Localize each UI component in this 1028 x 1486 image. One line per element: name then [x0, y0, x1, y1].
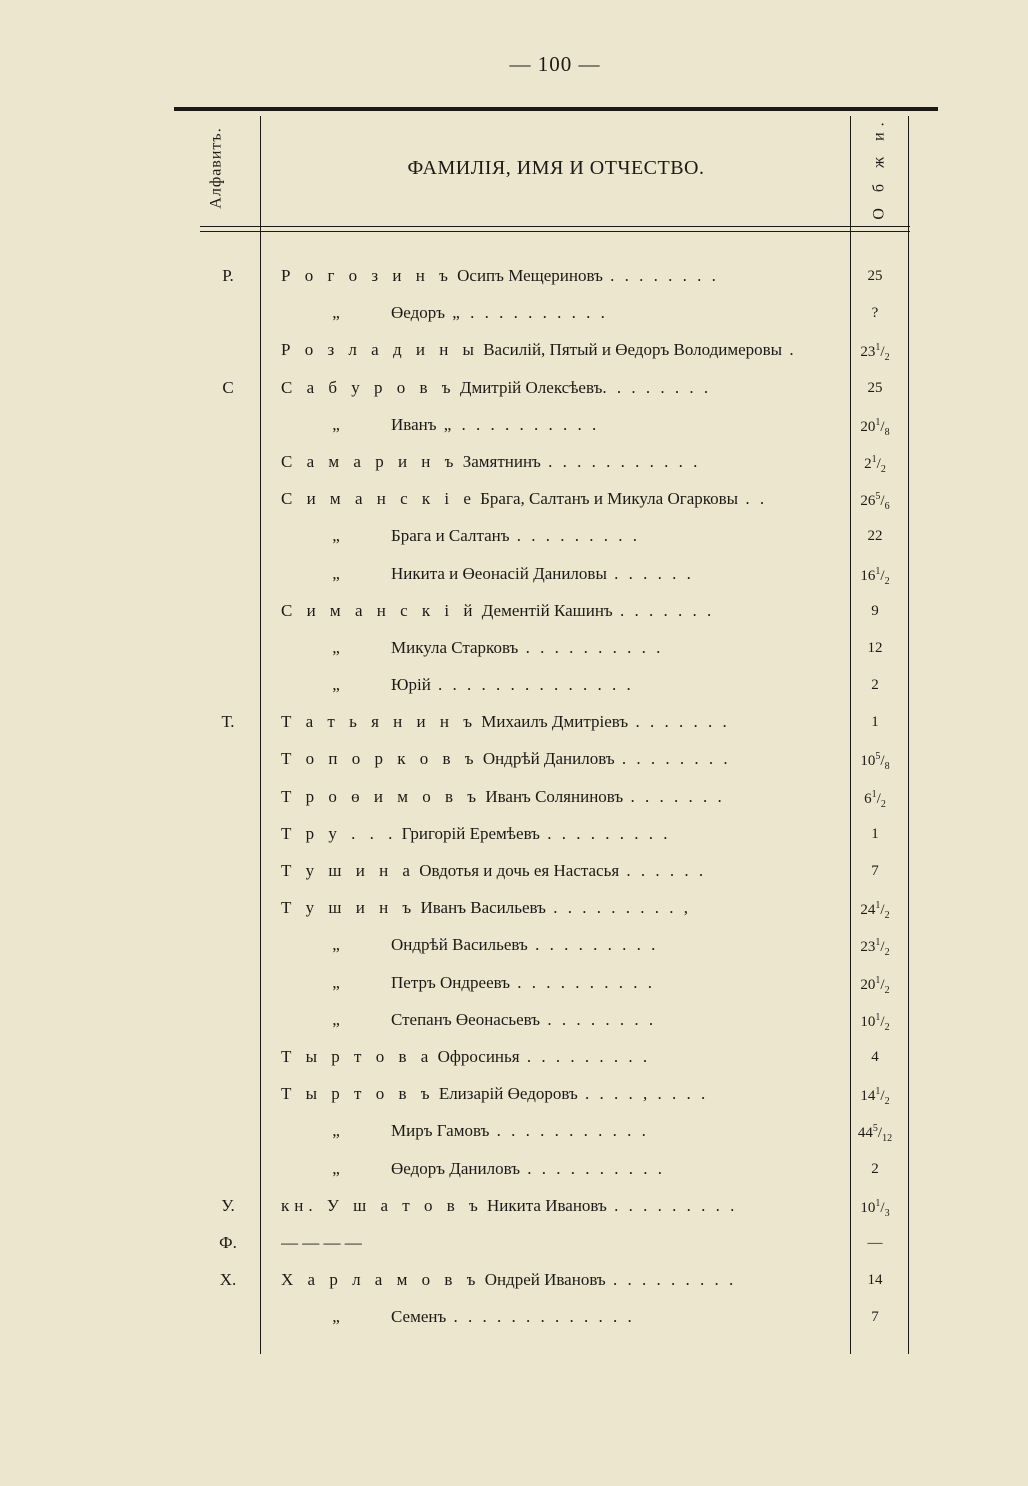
leader-dots: . . — [738, 489, 768, 509]
alphabet-letter: Х. — [219, 1270, 237, 1290]
obzhi-value: $24^1/_2$ — [860, 900, 890, 922]
table-row — [0, 927, 1028, 964]
person-name — [281, 378, 841, 398]
given-names: Михаилъ Дмитріевъ — [477, 712, 629, 732]
surname: Т о п о р к о в ъ — [281, 749, 479, 769]
person-name — [281, 340, 841, 360]
obzhi-value: 25 — [867, 268, 883, 284]
ditto-mark: „ — [332, 935, 340, 955]
header-quantity: О б ж и. — [871, 116, 888, 220]
ditto-mark: „ — [332, 1009, 340, 1029]
person-name — [281, 712, 841, 732]
table-row — [0, 1113, 1028, 1150]
given-names: Елизарій Өедоровъ — [434, 1084, 578, 1104]
given-names: Миръ Гамовъ — [391, 1121, 490, 1141]
given-names: Дементій Кашинъ — [477, 600, 613, 620]
given-names: — — — — — [281, 1232, 362, 1252]
table-row — [0, 1076, 1028, 1113]
obzhi-value: $10^1/_3$ — [860, 1197, 890, 1219]
person-name — [281, 1196, 841, 1216]
leader-dots: „ . . . . . . . . . . — [436, 414, 600, 434]
person-name — [281, 1159, 841, 1179]
header-alphabet: Алфавитъ. — [207, 127, 225, 209]
obzhi-value: $2^1/_2$ — [864, 453, 886, 475]
surname: Т у ш и н ъ — [281, 898, 417, 918]
obzhi-value: $23^1/_2$ — [860, 342, 890, 364]
leader-dots: . . . . . . . . — [602, 377, 712, 397]
given-names: Ондрѣй Васильевъ — [391, 935, 528, 955]
person-name — [281, 1270, 841, 1290]
leader-dots: . . . . . . . . . . — [510, 972, 656, 992]
person-name — [281, 824, 841, 844]
leader-dots: . . . . . . . . . . . — [489, 1121, 649, 1141]
header-rule-2 — [200, 231, 910, 232]
given-names: Офросинья — [433, 1046, 520, 1066]
table-row — [0, 258, 1028, 295]
surname: С а м а р и н ъ — [281, 451, 459, 471]
obzhi-value: 12 — [867, 639, 883, 656]
given-names: Семенъ — [391, 1307, 447, 1327]
person-name — [281, 973, 841, 993]
leader-dots: . . . . , . . . . — [577, 1084, 709, 1104]
obzhi-value: 1 — [871, 825, 879, 842]
header-name: ФАМИЛІЯ, ИМЯ И ОТЧЕСТВО. — [407, 156, 705, 179]
leader-dots: . — [782, 340, 797, 360]
obzhi-value: ? — [871, 305, 879, 322]
leader-dots: . . . . . . . . . . — [520, 1158, 666, 1178]
person-name — [281, 452, 841, 472]
person-name — [281, 489, 841, 509]
table-row — [0, 741, 1028, 778]
person-name — [281, 861, 841, 881]
person-name — [281, 1047, 841, 1067]
ditto-mark: „ — [332, 1307, 340, 1327]
table-row — [0, 667, 1028, 704]
table-row — [0, 1188, 1028, 1225]
table-row — [0, 1002, 1028, 1039]
obzhi-value: 2 — [871, 1160, 879, 1177]
table-row — [0, 1225, 1028, 1262]
leader-dots: „ . . . . . . . . . . — [445, 303, 608, 323]
top-rule — [174, 107, 938, 111]
given-names: Овдотья и дочь ея Настасья — [414, 861, 620, 880]
obzhi-value: 7 — [871, 863, 879, 879]
surname: Р о з л а д и н ы — [281, 340, 479, 360]
table-row — [0, 779, 1028, 816]
obzhi-value: $26^5/_6$ — [860, 491, 890, 513]
leader-dots: . . . . . . . . . — [519, 1046, 651, 1066]
table-row — [0, 890, 1028, 927]
ditto-mark: „ — [332, 414, 340, 434]
given-names: Дмитрій Олексѣевъ — [455, 377, 603, 397]
table-row — [0, 630, 1028, 667]
ditto-mark: „ — [332, 972, 340, 992]
person-name — [281, 898, 841, 918]
table-row — [0, 332, 1028, 369]
table-row — [0, 704, 1028, 741]
person-name — [281, 1084, 841, 1104]
given-names: Иванъ Солянинoвъ — [481, 786, 624, 806]
leader-dots: . . . . . . . . . . . . . — [446, 1307, 635, 1327]
given-names: Степанъ Өеонасьевъ — [391, 1009, 541, 1029]
surname: Х а р л а м о в ъ — [281, 1270, 481, 1290]
table-row — [0, 593, 1028, 630]
leader-dots: . . . . . . . . . — [527, 935, 659, 955]
person-name — [281, 749, 841, 769]
person-name — [281, 787, 841, 807]
leader-dots: . . . . . . . . — [540, 1009, 657, 1029]
header-rule-1 — [200, 226, 910, 227]
table-row — [0, 370, 1028, 407]
person-name — [281, 675, 841, 695]
person-name — [281, 415, 841, 435]
given-names: Өедоръ Даниловъ — [391, 1158, 521, 1178]
table-row — [0, 518, 1028, 555]
ditto-mark: „ — [332, 526, 340, 546]
given-names: Өедоръ — [391, 303, 446, 323]
leader-dots: . . . . . . . . . . . . . . — [430, 675, 634, 695]
given-names: Иванъ — [391, 414, 437, 434]
table-row — [0, 1299, 1028, 1336]
obzhi-value: 22 — [867, 528, 883, 545]
table-row — [0, 1039, 1028, 1076]
leader-dots: . . . . . . . . . — [605, 1270, 737, 1290]
leader-dots: . . . . . . . . . — [509, 526, 641, 546]
person-name — [281, 638, 841, 658]
surname: С и м а н с к і е — [281, 489, 476, 509]
given-names: Василій, Пятый и Өедоръ Володимеровы — [478, 340, 783, 360]
person-name — [281, 303, 841, 323]
person-name — [281, 1121, 841, 1141]
given-names: Брага и Салтанъ — [391, 526, 510, 546]
leader-dots: . . . . . . . . . — [606, 1195, 738, 1215]
obzhi-value: $20^1/_8$ — [860, 416, 890, 438]
table-row — [0, 1151, 1028, 1188]
leader-dots: . . . . . . . . . . — [518, 637, 664, 657]
person-name — [281, 1010, 841, 1030]
surname: кн. У ш а т о в ъ — [281, 1195, 483, 1215]
obzhi-value: — — [867, 1234, 883, 1251]
surname: Т а т ь я н и н ъ — [281, 712, 478, 732]
table-row — [0, 965, 1028, 1002]
leader-dots: . . . . . . — [619, 861, 707, 880]
person-name — [281, 564, 841, 584]
table-row — [0, 1262, 1028, 1299]
obzhi-value: $44^5/_{12}$ — [857, 1123, 893, 1145]
ditto-mark: „ — [332, 637, 340, 657]
obzhi-value: 1 — [871, 714, 879, 731]
alphabet-letter: У. — [221, 1195, 235, 1215]
leader-dots: . . . . . . . — [628, 712, 730, 732]
obzhi-value: $20^1/_2$ — [860, 974, 890, 996]
table-row — [0, 853, 1028, 890]
given-names: Иванъ Васильевъ — [416, 898, 546, 918]
given-names: Петръ Ондреевъ — [391, 972, 511, 992]
table-row — [0, 816, 1028, 853]
obzhi-value: $23^1/_2$ — [860, 937, 890, 959]
given-names: Ондрѣй Даниловъ — [478, 749, 615, 769]
leader-dots: . . . . . . . . — [614, 749, 731, 769]
obzhi-value: $16^1/_2$ — [860, 565, 890, 587]
alphabet-letter: Ф. — [219, 1232, 237, 1252]
obzhi-value: $6^1/_2$ — [864, 788, 886, 810]
surname: Т ы р т о в ъ — [281, 1084, 435, 1104]
ditto-mark: „ — [332, 563, 340, 583]
person-name — [281, 935, 841, 955]
given-names: Осипъ Мещериновъ — [452, 266, 603, 285]
obzhi-value: 25 — [867, 379, 883, 396]
leader-dots: . . . . . . — [606, 563, 694, 583]
given-names: Микула Старковъ — [391, 637, 519, 657]
ditto-mark: „ — [332, 303, 340, 323]
leader-dots: . . . . . . . . — [602, 266, 719, 285]
table-row — [0, 407, 1028, 444]
alphabet-letter: Т. — [221, 712, 235, 732]
obzhi-value: 7 — [871, 1309, 879, 1326]
person-name — [281, 266, 841, 286]
page-number: — 100 — — [509, 52, 601, 76]
obzhi-value: 14 — [867, 1272, 883, 1289]
table-row — [0, 481, 1028, 518]
ditto-mark: „ — [332, 1121, 340, 1141]
given-names: Никита и Өеонасій Даниловы — [391, 563, 607, 583]
surname: Т у ш и н а — [281, 861, 415, 880]
obzhi-value: 4 — [871, 1048, 879, 1065]
given-names: Брага, Салтанъ и Микула Огарковы — [475, 489, 739, 509]
ditto-mark: „ — [332, 1158, 340, 1178]
given-names: Григорій Еремѣевъ — [397, 823, 540, 843]
table-row — [0, 444, 1028, 481]
alphabet-letter: С — [222, 377, 234, 397]
person-name — [281, 526, 841, 546]
given-names: Никита Ивановъ — [482, 1195, 607, 1215]
table-row — [0, 556, 1028, 593]
alphabet-letter: Р. — [222, 266, 234, 285]
given-names: Замятнинъ — [458, 451, 541, 471]
obzhi-value: $14^1/_2$ — [860, 1086, 890, 1108]
leader-dots: . . . . . . . . . . . — [540, 451, 701, 471]
person-name — [281, 1233, 841, 1253]
surname: Т р о ө и м о в ъ — [281, 786, 482, 806]
leader-dots: . . . . . . . — [623, 786, 725, 806]
surname: Р о г о з и н ъ — [281, 266, 453, 285]
obzhi-value: 9 — [871, 602, 879, 619]
register-rows — [0, 258, 1028, 1336]
leader-dots: . . . . . . . . . , — [545, 898, 691, 918]
obzhi-value: 2 — [871, 677, 879, 694]
person-name — [281, 601, 841, 621]
surname: Т ы р т о в а — [281, 1046, 434, 1066]
person-name — [281, 1307, 841, 1327]
leader-dots: . . . . . . . . . — [539, 823, 671, 843]
ditto-mark: „ — [332, 675, 340, 695]
given-names: Ондрей Ивановъ — [480, 1270, 606, 1290]
obzhi-value: $10^1/_2$ — [860, 1011, 890, 1033]
surname: С а б у р о в ъ — [281, 377, 456, 397]
given-names: Юрій — [391, 675, 431, 695]
surname: С и м а н с к і й — [281, 600, 478, 620]
leader-dots: . . . . . . . — [612, 600, 715, 620]
table-row — [0, 295, 1028, 332]
surname: Т р у . . . — [281, 823, 398, 843]
obzhi-value: $10^5/_8$ — [860, 751, 890, 773]
